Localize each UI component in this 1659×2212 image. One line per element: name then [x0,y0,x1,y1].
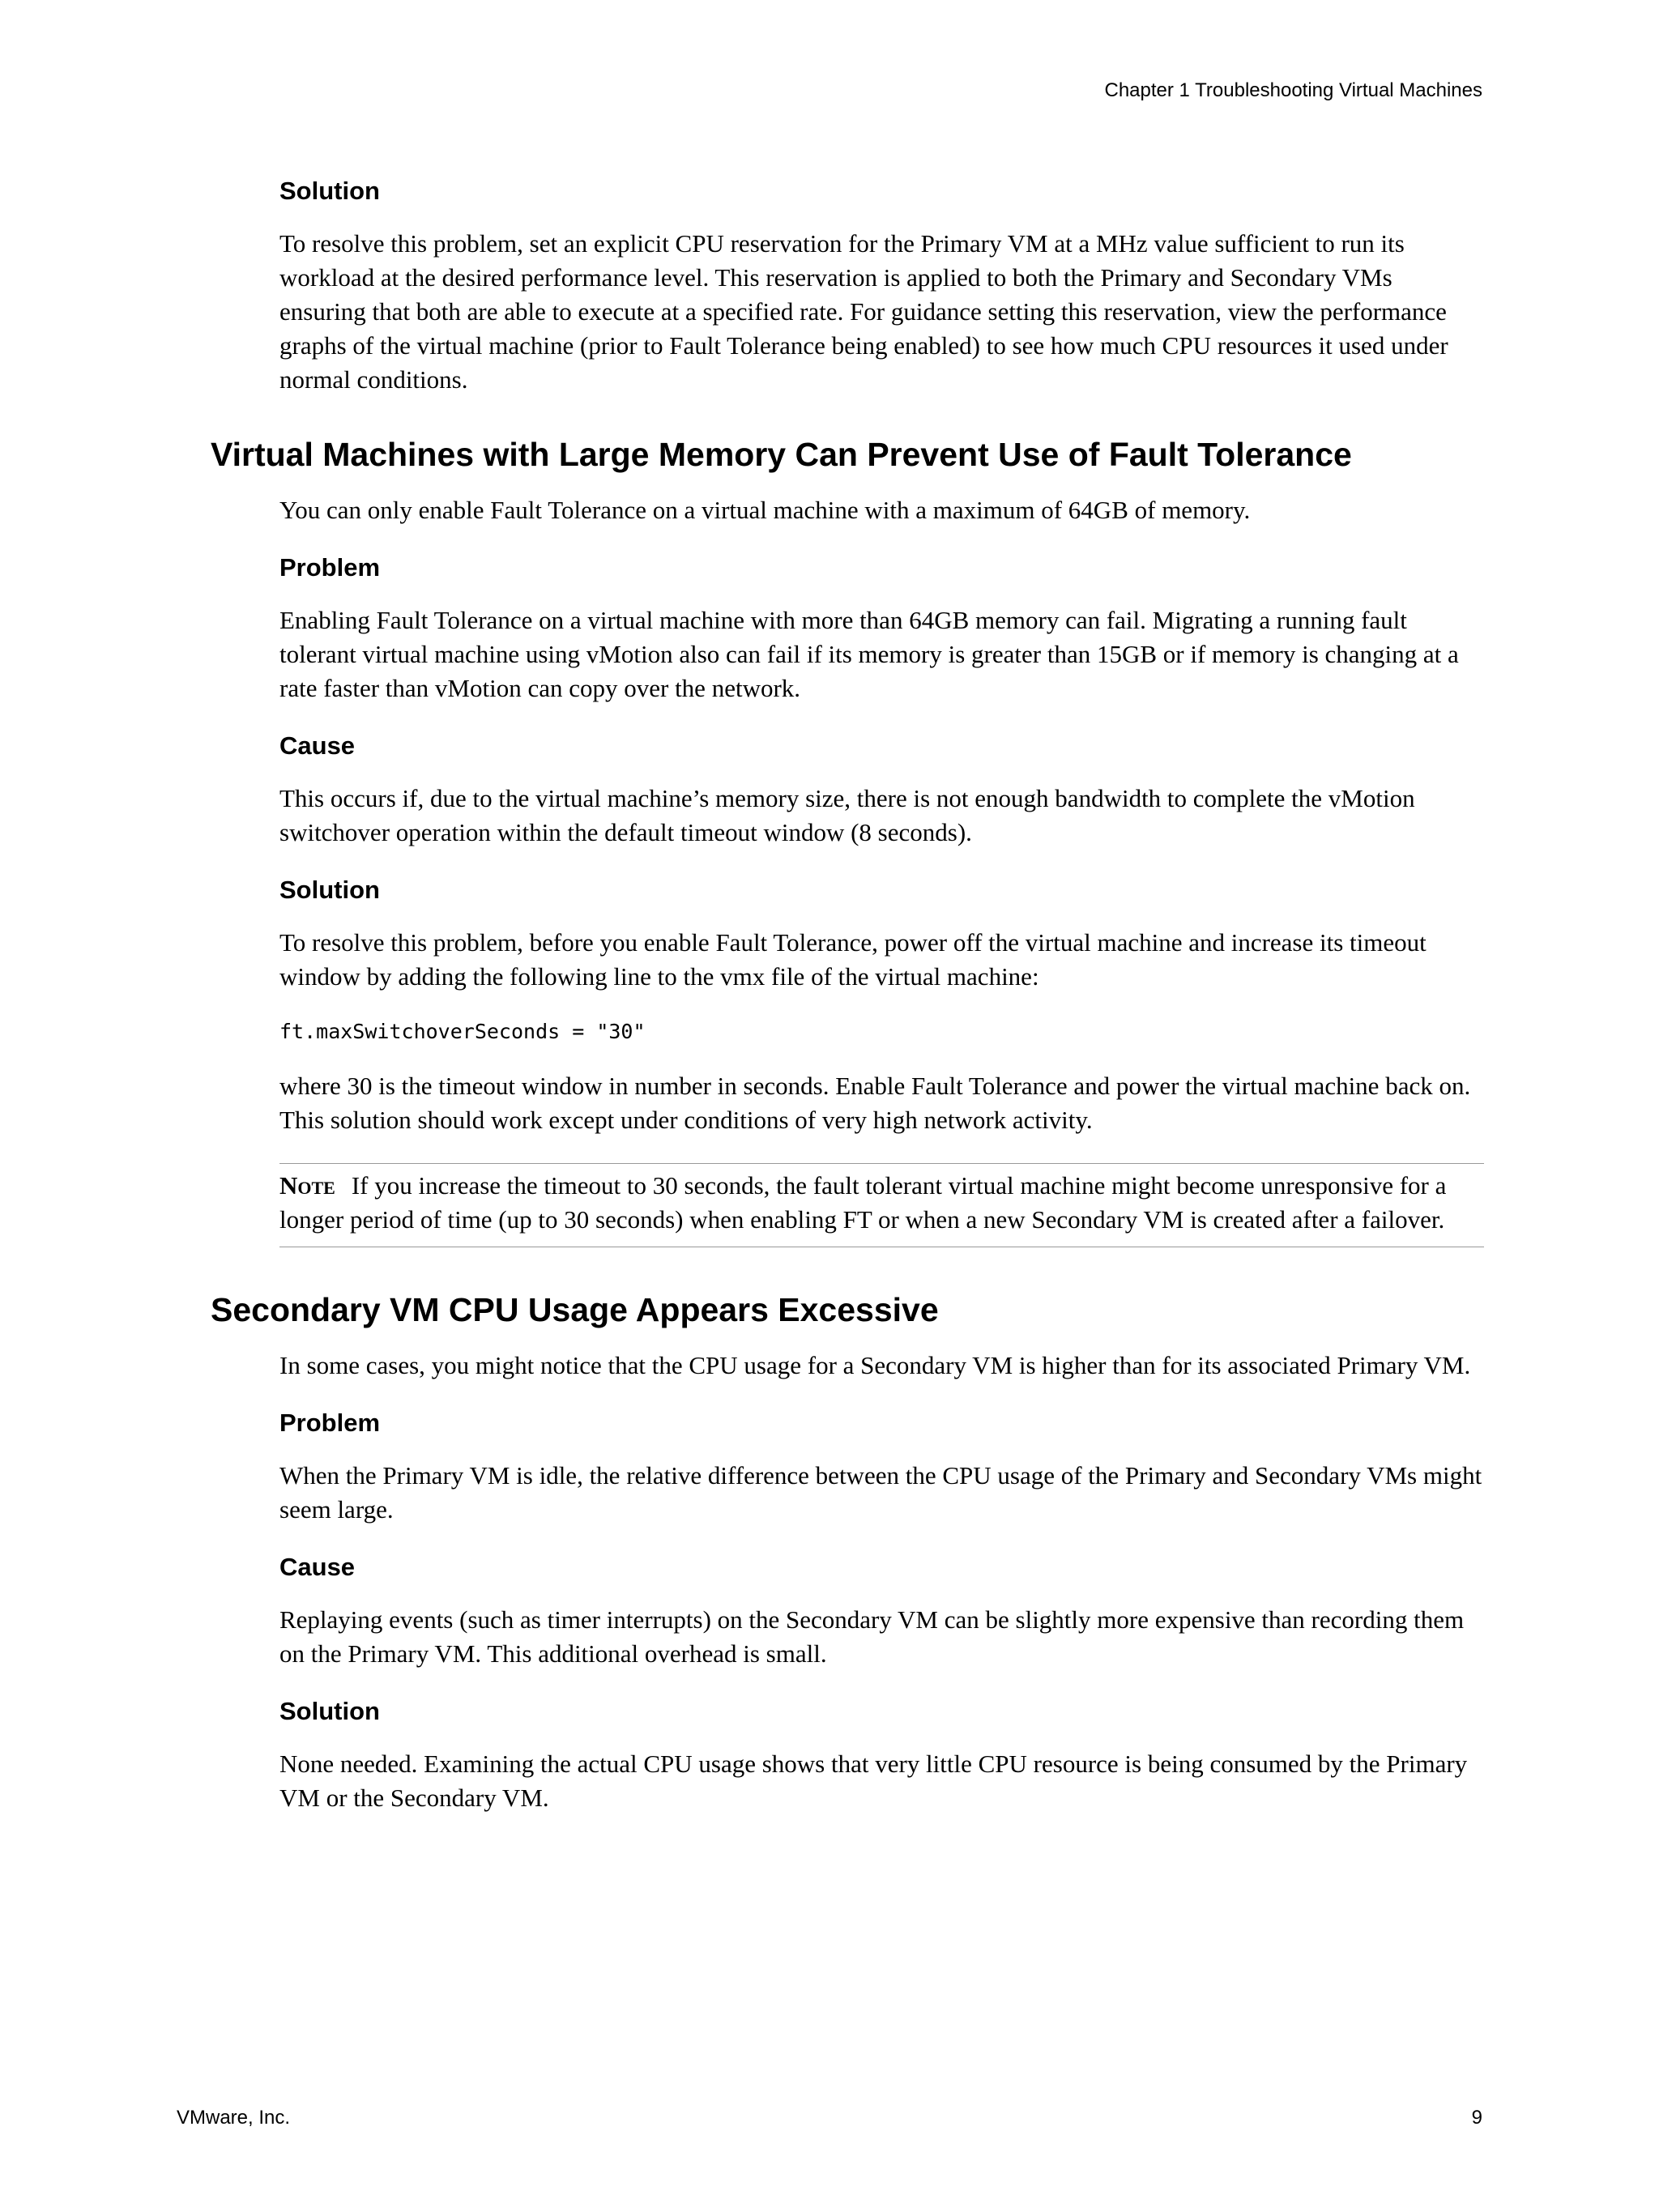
solution-paragraph: To resolve this problem, before you enable Fault Tolerance, power off the virtual machine and increase its timeout window by adding the following line to the vmx file of the virtual machine: [279,928,1427,991]
running-header: Chapter 1 Troubleshooting Virtual Machines [1104,79,1482,101]
note-box [279,1163,1484,1247]
section-intro: You can only enable Fault Tolerance on a virtual machine with a maximum of 64GB of memory. [279,496,1251,524]
solution-paragraph: None needed. Examining the actual CPU usage shows that very little CPU resource is being consumed by the Primary VM or the Secondary VM. [279,1750,1468,1812]
cause-paragraph: Replaying events (such as timer interrupts) on the Secondary VM can be slightly more expensive than recording them on the Primary VM. This additional overhead is small. [279,1605,1465,1668]
note-paragraph [279,1169,1484,1237]
page-content [211,177,1484,1841]
solution-heading: Solution [279,876,380,904]
problem-paragraph: When the Primary VM is idle, the relative difference between the CPU usage of the Primary and Secondary VMs might seem large. [279,1461,1482,1524]
section-title-secondary-cpu: Secondary VM CPU Usage Appears Excessive [211,1291,939,1328]
note-label: Note [279,1171,335,1200]
footer-company: VMware, Inc. [177,2107,291,2129]
solution-paragraph: To resolve this problem, set an explicit CPU reservation for the Primary VM at a MHz value sufficient to run its workload at the desired performance level. This reservation is applied to both the Primary and Secondary VMs ensuring that both are able to execute at a specified rate. For guidance setting this reservation, view the performance graphs of the virtual machine (prior to Fault Tolerance being enabled) to see how much CPU resources it used under normal conditions. [279,229,1448,394]
note-text: If you increase the timeout to 30 seconds, the fault tolerant virtual machine might become unresponsive for a longer period of time (up to 30 seconds) when enabling FT or when a new Secondary VM is created after a failover. [279,1171,1447,1234]
cause-heading: Cause [279,1553,356,1581]
cause-heading: Cause [279,731,356,760]
problem-paragraph: Enabling Fault Tolerance on a virtual machine with more than 64GB memory can fail. Migrating a running fault tolerant virtual machine using vMotion also can fail if its memory is greater than 15GB or if memory is changing at a rate faster than vMotion can copy over the network. [279,606,1459,702]
solution-heading: Solution [279,1697,380,1725]
page-number: 9 [1471,2107,1482,2129]
after-code-paragraph: where 30 is the timeout window in number in seconds. Enable Fault Tolerance and power the virtual machine back on. This solution should work except under conditions of very high network activity. [279,1072,1471,1134]
problem-heading: Problem [279,1409,381,1437]
code-line: ft.maxSwitchoverSeconds = "30" [279,1020,646,1043]
solution-heading: Solution [279,177,380,205]
cause-paragraph: This occurs if, due to the virtual machine’s memory size, there is not enough bandwidth to complete the vMotion switchover operation within the default timeout window (8 seconds). [279,784,1415,846]
problem-heading: Problem [279,553,381,582]
section-intro: In some cases, you might notice that the CPU usage for a Secondary VM is higher than for its associated Primary VM. [279,1351,1471,1379]
section-title-large-memory: Virtual Machines with Large Memory Can Prevent Use of Fault Tolerance [211,436,1352,473]
